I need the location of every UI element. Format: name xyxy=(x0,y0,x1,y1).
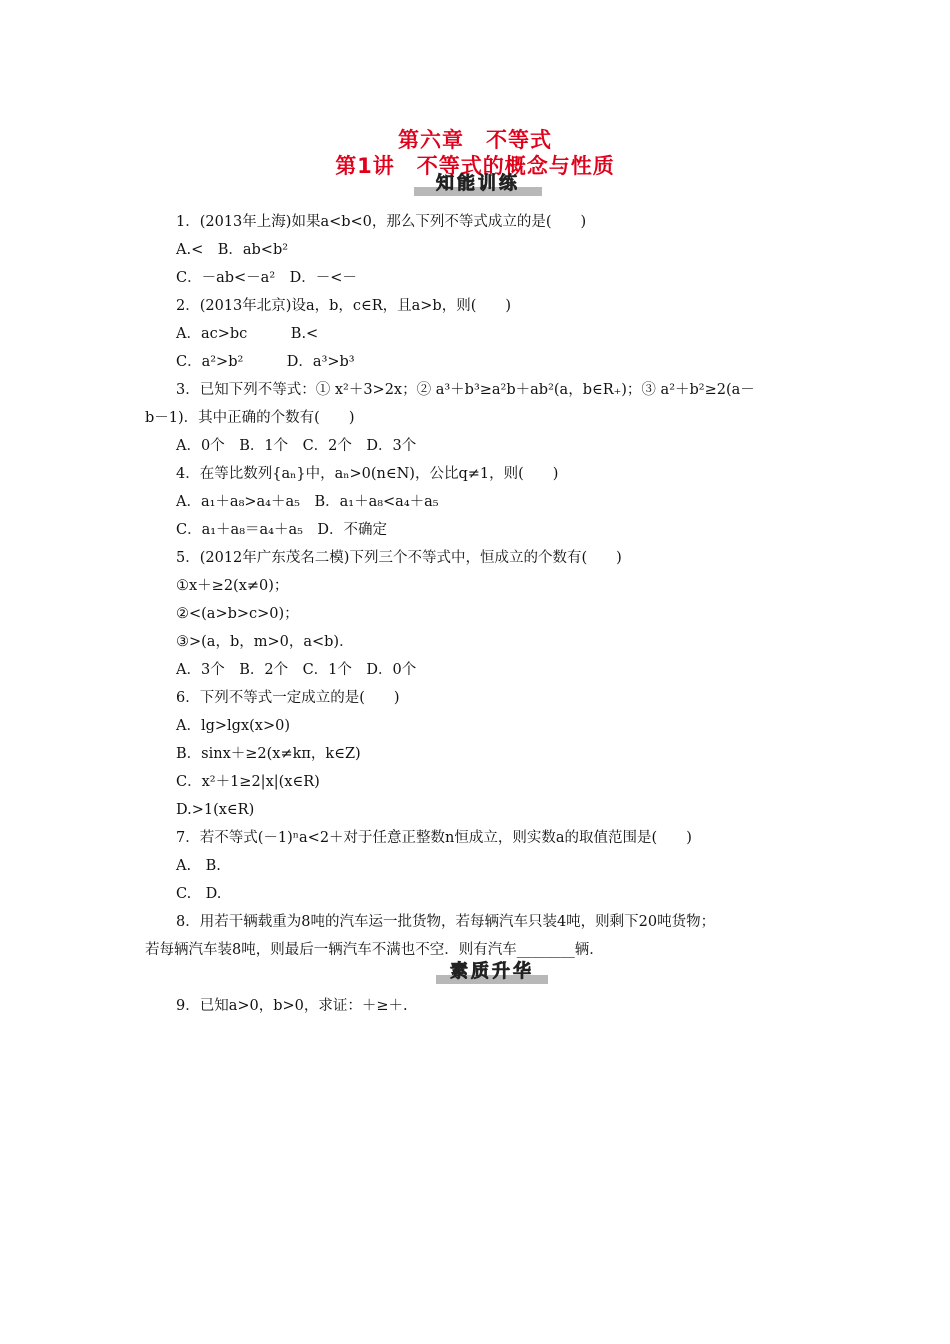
q6-option-a: A．lg>lgx(x>0) xyxy=(176,718,291,734)
q7-options-cd: C. D. xyxy=(176,886,222,902)
q5-item-3: ③>(a，b，m>0，a<b)． xyxy=(176,634,354,650)
question-6: 6．下列不等式一定成立的是( ) xyxy=(176,690,400,706)
section-banner-advanced: 素质升华 xyxy=(440,961,544,983)
q6-option-b: B．sinx＋≥2(x≠kπ，k∈Z) xyxy=(176,746,361,762)
q2-options-ab: A．ac>bc B.< xyxy=(176,326,319,342)
q5-options: A．3个 B．2个 C．1个 D．0个 xyxy=(176,662,417,678)
q3-options: A．0个 B．1个 C．2个 D．3个 xyxy=(176,438,417,454)
section-banner-practice: 知能训练 xyxy=(418,173,538,195)
question-4: 4．在等比数列{aₙ}中，aₙ>0(n∈N)，公比q≠1，则( ) xyxy=(176,466,559,482)
q6-option-d: D.>1(x∈R) xyxy=(176,802,255,818)
question-9: 9．已知a>0，b>0，求证：＋≥＋. xyxy=(176,998,408,1014)
q6-option-c: C．x²＋1≥2|x|(x∈R) xyxy=(176,774,320,790)
question-5: 5．(2012年广东茂名二模)下列三个不等式中，恒成立的个数有( ) xyxy=(176,550,622,566)
question-3-cont: b－1)．其中正确的个数有( ) xyxy=(145,410,355,426)
lesson-title: 第1讲 不等式的概念与性质 xyxy=(335,154,615,178)
chapter-title: 第六章 不等式 xyxy=(398,128,552,152)
q4-options-ab: A．a₁＋a₈>a₄＋a₅ B．a₁＋a₈<a₄＋a₅ xyxy=(176,494,439,510)
q1-options-ab: A.< B．ab<b² xyxy=(176,242,289,258)
q5-item-2: ②<(a>b>c>0)； xyxy=(176,606,299,622)
question-8: 8．用若干辆载重为8吨的汽车运一批货物，若每辆汽车只装4吨，则剩下20吨货物； xyxy=(176,914,716,930)
question-1: 1．(2013年上海)如果a<b<0，那么下列不等式成立的是( ) xyxy=(176,214,587,230)
question-7: 7．若不等式(－1)ⁿa<2＋对于任意正整数n恒成立，则实数a的取值范围是( ) xyxy=(176,830,692,846)
q4-options-cd: C．a₁＋a₈＝a₄＋a₅ D．不确定 xyxy=(176,522,388,538)
question-8-cont: 若每辆汽车装8吨，则最后一辆汽车不满也不空．则有汽车________辆． xyxy=(145,942,604,958)
question-3: 3．已知下列不等式：① x²＋3>2x；② a³＋b³≥a²b＋ab²(a，b∈R₊)；③ a²＋b²≥2(a－ xyxy=(176,382,755,398)
q1-options-cd: C．－ab<－a² D．－<－ xyxy=(176,270,357,286)
q7-options-ab: A. B. xyxy=(176,858,221,874)
q5-item-1: ①x＋≥2(x≠0)； xyxy=(176,578,289,594)
question-2: 2．(2013年北京)设a，b，c∈R，且a>b，则( ) xyxy=(176,298,512,314)
q2-options-cd: C．a²>b² D．a³>b³ xyxy=(176,354,355,370)
